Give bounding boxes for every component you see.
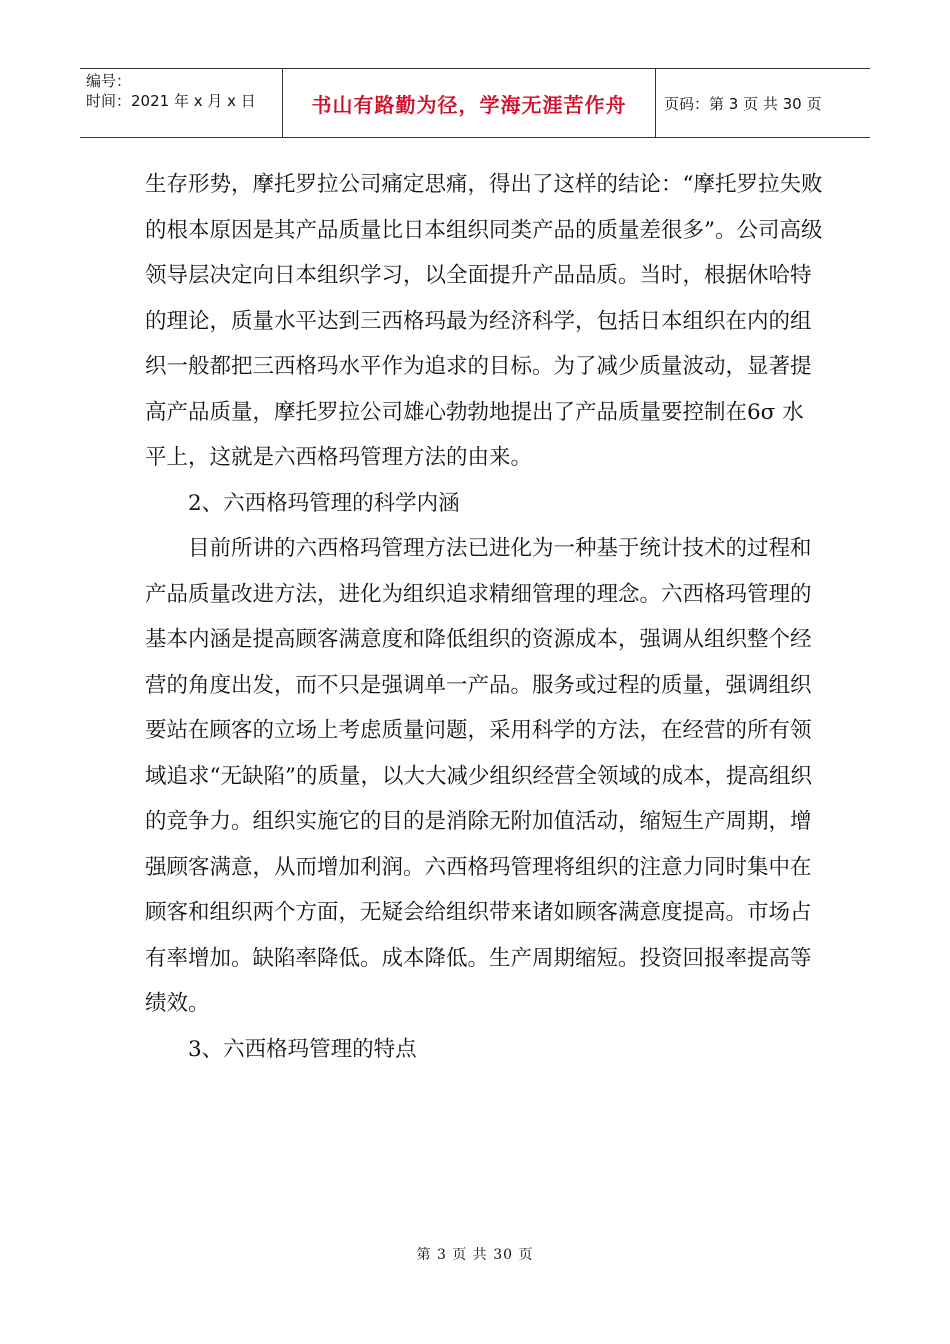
section-heading: 3、六西格玛管理的特点 xyxy=(188,1036,417,1062)
document-body xyxy=(145,162,825,1072)
body-paragraph: 生存形势，摩托罗拉公司痛定思痛，得出了这样的结论：“摩托罗拉失败的根本原因是其产品质量比日本组织同类产品的质量差很多”。公司高级领导层决定向日本组织学习，以全面提升产品品质。当时，根据休哈特的理论，质量水平达到三西格玛最为经济科学，包括日本组织在内的组织一般都把三西格玛水平作为追求的目标。为了减少质量波动，显著提高产品质量，摩托罗拉公司雄心勃勃地提出了产品质量要控制在6σ 水平上，这就是六西格玛管理方法的由来。 xyxy=(145,172,823,470)
page-header xyxy=(80,68,870,138)
header-motto: 书山有路勤为径，学海无涯苦作舟 xyxy=(283,69,656,137)
section-heading: 2、六西格玛管理的科学内涵 xyxy=(188,490,460,516)
document-number-label: 编号： xyxy=(86,72,132,90)
document-date-label: 时间：2021 年 x 月 x 日 xyxy=(86,92,256,110)
body-paragraph: 目前所讲的六西格玛管理方法已进化为一种基于统计技术的过程和产品质量改进方法，进化为组织追求精细管理的理念。六西格玛管理的基本内涵是提高顾客满意度和降低组织的资源成本，强调从组织整个经营的角度出发，而不只是强调单一产品。服务或过程的质量，强调组织要站在顾客的立场上考虑质量问题，采用科学的方法，在经营的所有领域追求“无缺陷”的质量，以大大减少组织经营全领域的成本，提高组织的竞争力。组织实施它的目的是消除无附加值活动，缩短生产周期，增强顾客满意，从而增加利润。六西格玛管理将组织的注意力同时集中在顾客和组织两个方面，无疑会给组织带来诸如顾客满意度提高。市场占有率增加。缺陷率降低。成本降低。生产周期缩短。投资回报率提高等绩效。 xyxy=(145,536,812,1016)
header-page-info: 页码：第 3 页 共 30 页 xyxy=(664,94,822,113)
header-meta xyxy=(80,69,283,137)
page-footer: 第 3 页 共 30 页 xyxy=(416,1247,534,1263)
